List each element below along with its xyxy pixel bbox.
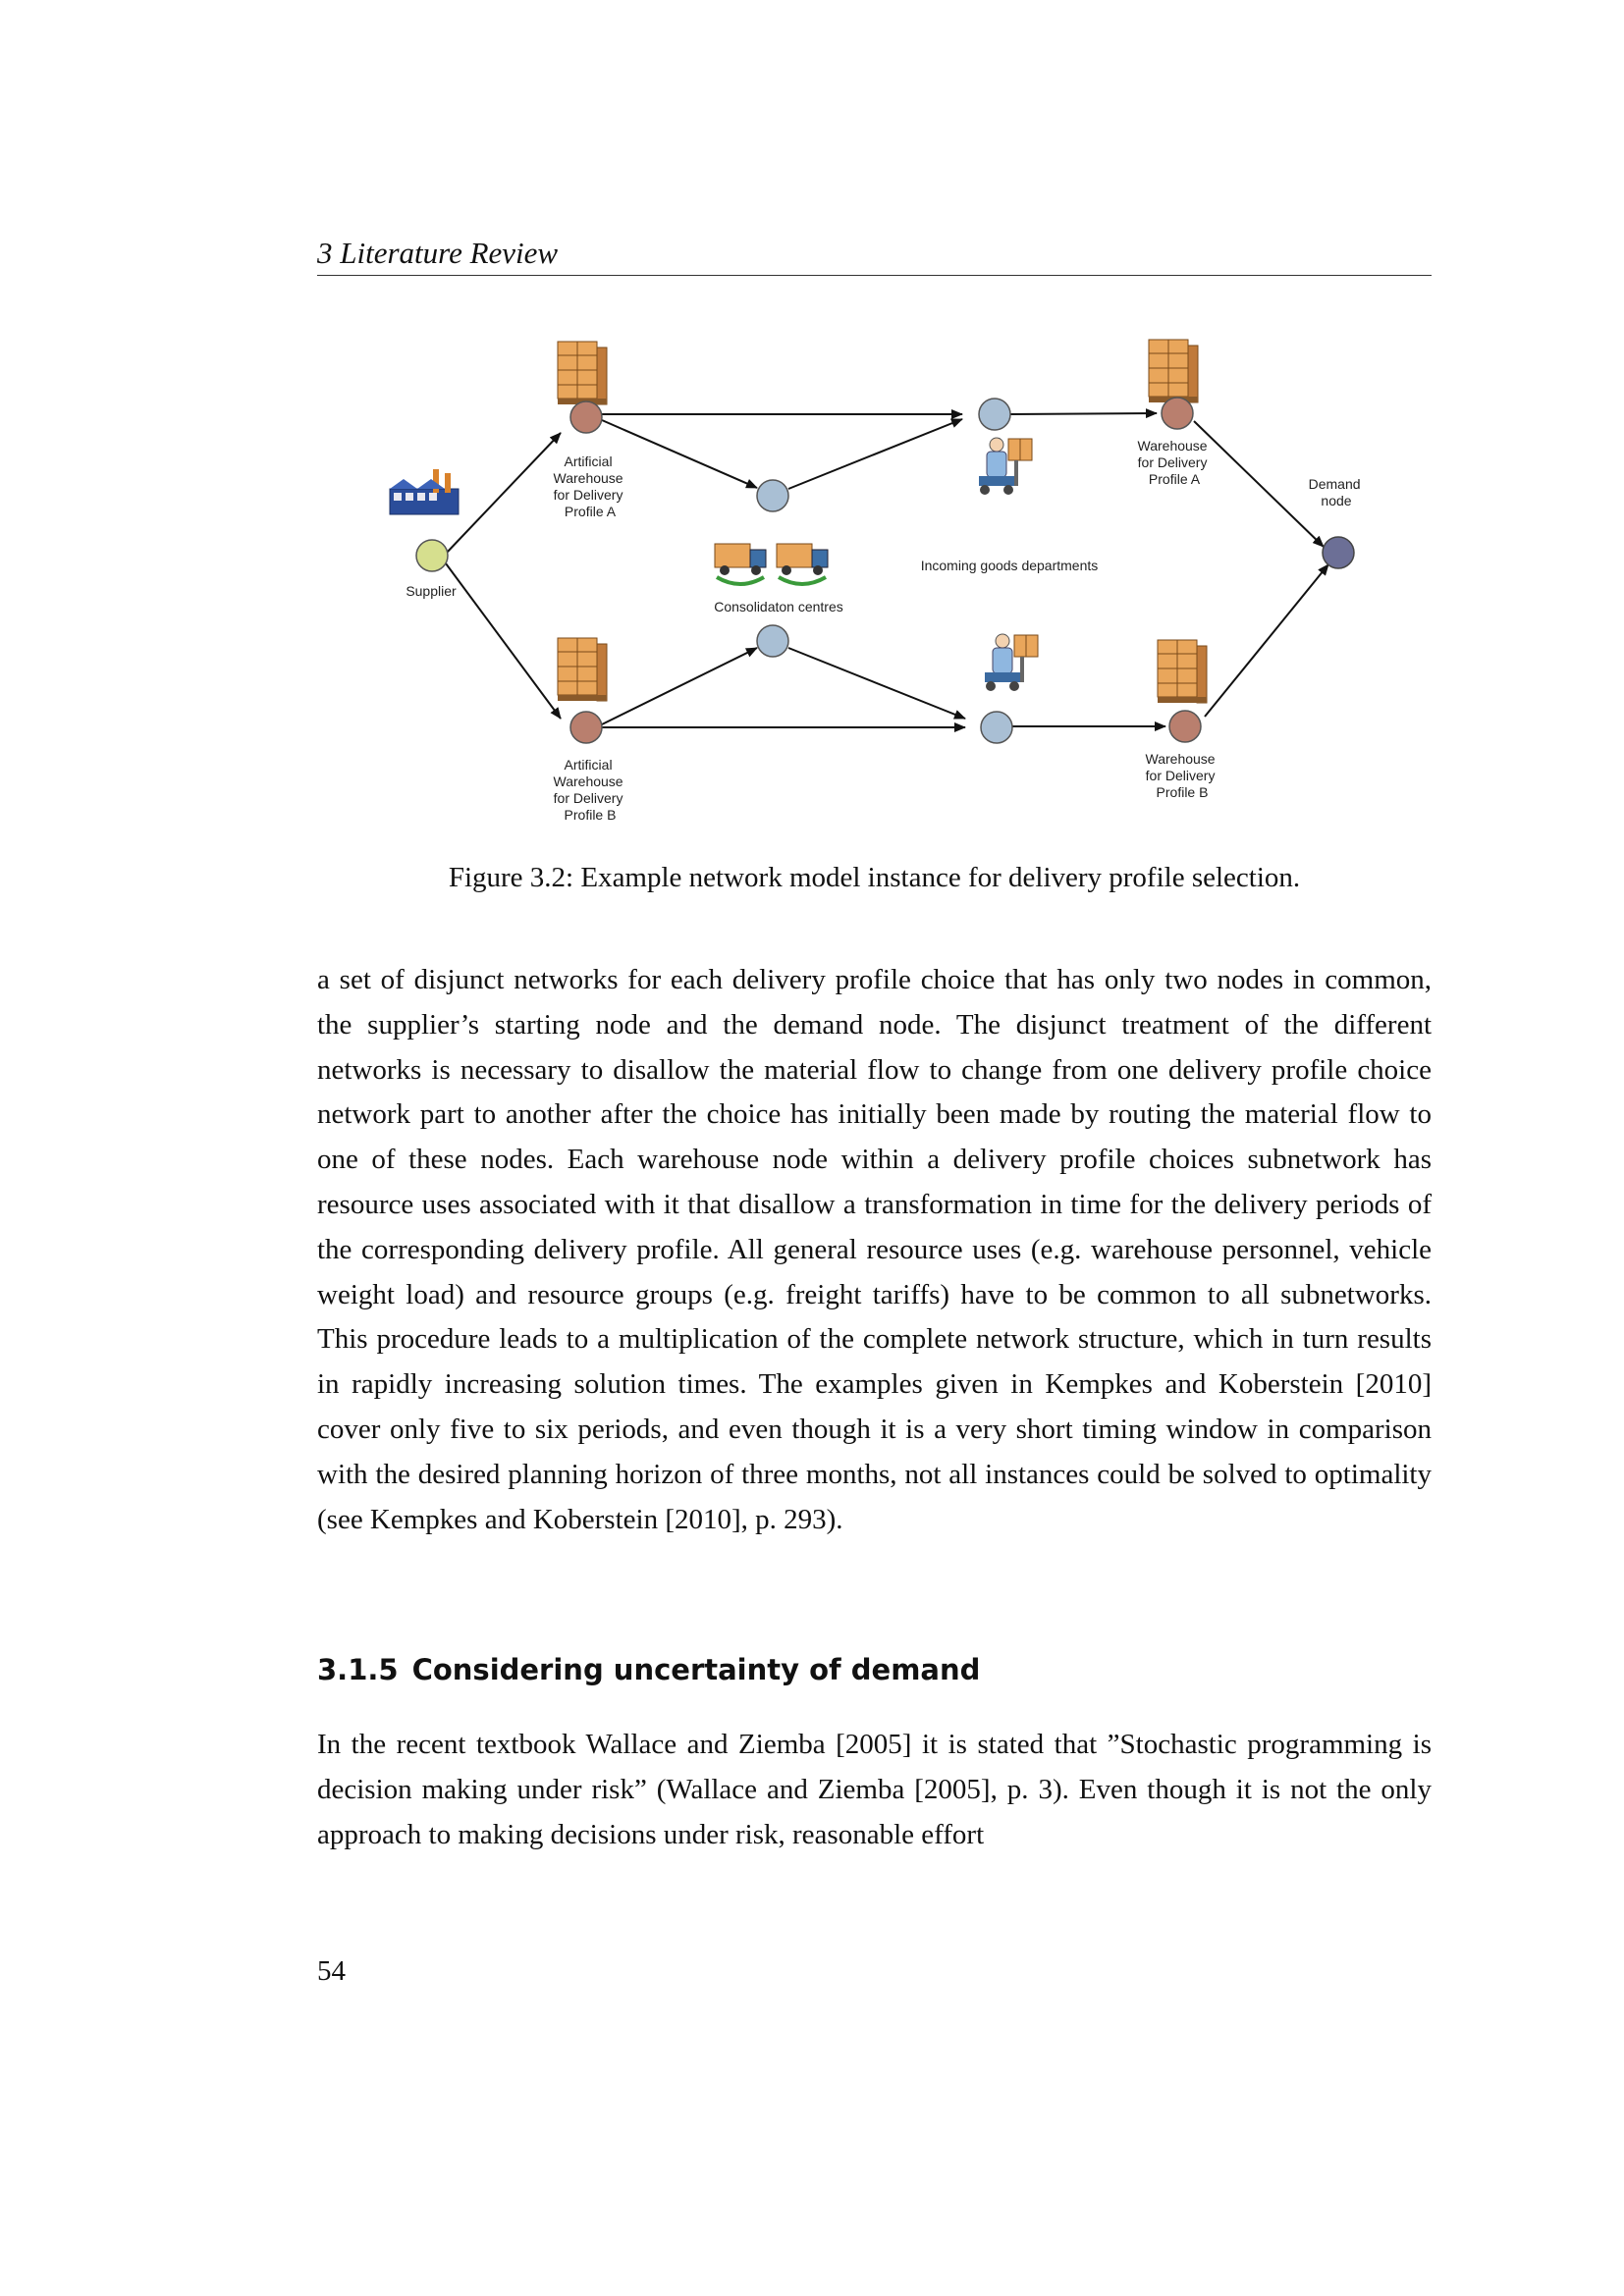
edge-supplier-to-art-wh-b	[446, 563, 561, 719]
edge-supplier-to-art-wh-a	[446, 433, 561, 554]
network-figure	[317, 294, 1432, 844]
wh-b-label: Warehouse for Delivery Profile B	[1145, 751, 1216, 800]
edge-wh-a-to-demand	[1194, 421, 1324, 547]
art-wh-a-node	[570, 401, 602, 433]
body-paragraph-1: a set of disjunct networks for each delivery profile choice that has only two nodes in common, the supplier’s starting node and the demand node. The disjunct treatment of the different networks is necessary to disallow the material flow to change from one delivery profile choice network part to another after the choice has initially been made by routing the material flow to one of these nodes. Each warehouse node within a delivery profile choices subnetwork has resource uses associated with it that disallow a transformation in time for the delivery periods of the corresponding delivery profile. All general resource uses (e.g. warehouse personnel, vehicle weight load) and resource groups (e.g. freight tariffs) have to be common to all subnetworks. This procedure leads to a multiplication of the complete network structure, which in turn results in rapidly increasing solution times. The examples given in Kempkes and Koberstein [2010] cover only five to six periods, and even though it is a very short timing window in comparison with the desired planning horizon of three months, not all instances could be solved to optimality (see Kempkes and Koberstein [2010], p. 293).	[317, 964, 1432, 1535]
wh-b-boxes-icon	[1158, 640, 1207, 703]
running-header: 3 Literature Review	[317, 236, 559, 270]
incoming-label: Incoming goods departments	[920, 558, 1099, 573]
demand-node	[1323, 537, 1354, 568]
header-rule	[317, 275, 1432, 276]
edge-wh-b-to-demand	[1205, 564, 1328, 717]
edge-art-wh-b-to-consol-b	[602, 648, 757, 724]
consolidation-truck-icon-left	[715, 544, 766, 584]
section-number: 3.1.5	[317, 1653, 399, 1686]
art-wh-b-node	[570, 712, 602, 743]
consolidation-b-node	[757, 625, 788, 657]
wh-a-node	[1162, 398, 1193, 429]
wh-a-label: Warehouse for Delivery Profile A	[1137, 438, 1208, 487]
edge-consol-b-to-incoming-b	[788, 648, 965, 719]
page-number: 54	[317, 1955, 346, 1987]
wh-b-node	[1169, 711, 1201, 742]
art-wh-b-label: Artificial Warehouse for Delivery Profile B	[553, 757, 623, 823]
supplier-node	[416, 540, 448, 571]
incoming-b-forklift-icon	[985, 634, 1038, 691]
art-wh-a-label: Artificial Warehouse for Delivery Profile A	[553, 454, 623, 519]
edge-incoming-a-to-wh-a	[1009, 413, 1157, 414]
section-heading	[317, 1650, 1432, 1689]
incoming-b-node	[981, 712, 1012, 743]
network-diagram	[317, 294, 1432, 844]
consolidation-a-node	[757, 480, 788, 511]
supplier-factory-icon	[390, 469, 459, 514]
art-wh-a-boxes-icon	[558, 342, 607, 404]
edge-consol-a-to-incoming-a	[788, 419, 962, 489]
art-wh-b-boxes-icon	[558, 638, 607, 701]
supplier-label: Supplier	[406, 583, 457, 599]
incoming-a-forklift-icon	[979, 438, 1032, 495]
demand-label: Demand node	[1308, 476, 1361, 508]
wh-a-boxes-icon	[1149, 340, 1198, 402]
incoming-a-node	[979, 399, 1010, 430]
section-title: Considering uncertainty of demand	[411, 1653, 981, 1686]
consolidation-label: Consolidaton centres	[714, 599, 843, 614]
body-paragraph-2: In the recent textbook Wallace and Ziemba [2005] it is stated that ”Stochastic programming is decision making under risk” (Wallace and Ziemba [2005], p. 3). Even though it is not the only approach to making decisions under risk, reasonable effort	[317, 1729, 1432, 1850]
figure-caption: Figure 3.2: Example network model instance for delivery profile selection.	[448, 862, 1301, 893]
consolidation-truck-icon-right	[777, 544, 828, 584]
